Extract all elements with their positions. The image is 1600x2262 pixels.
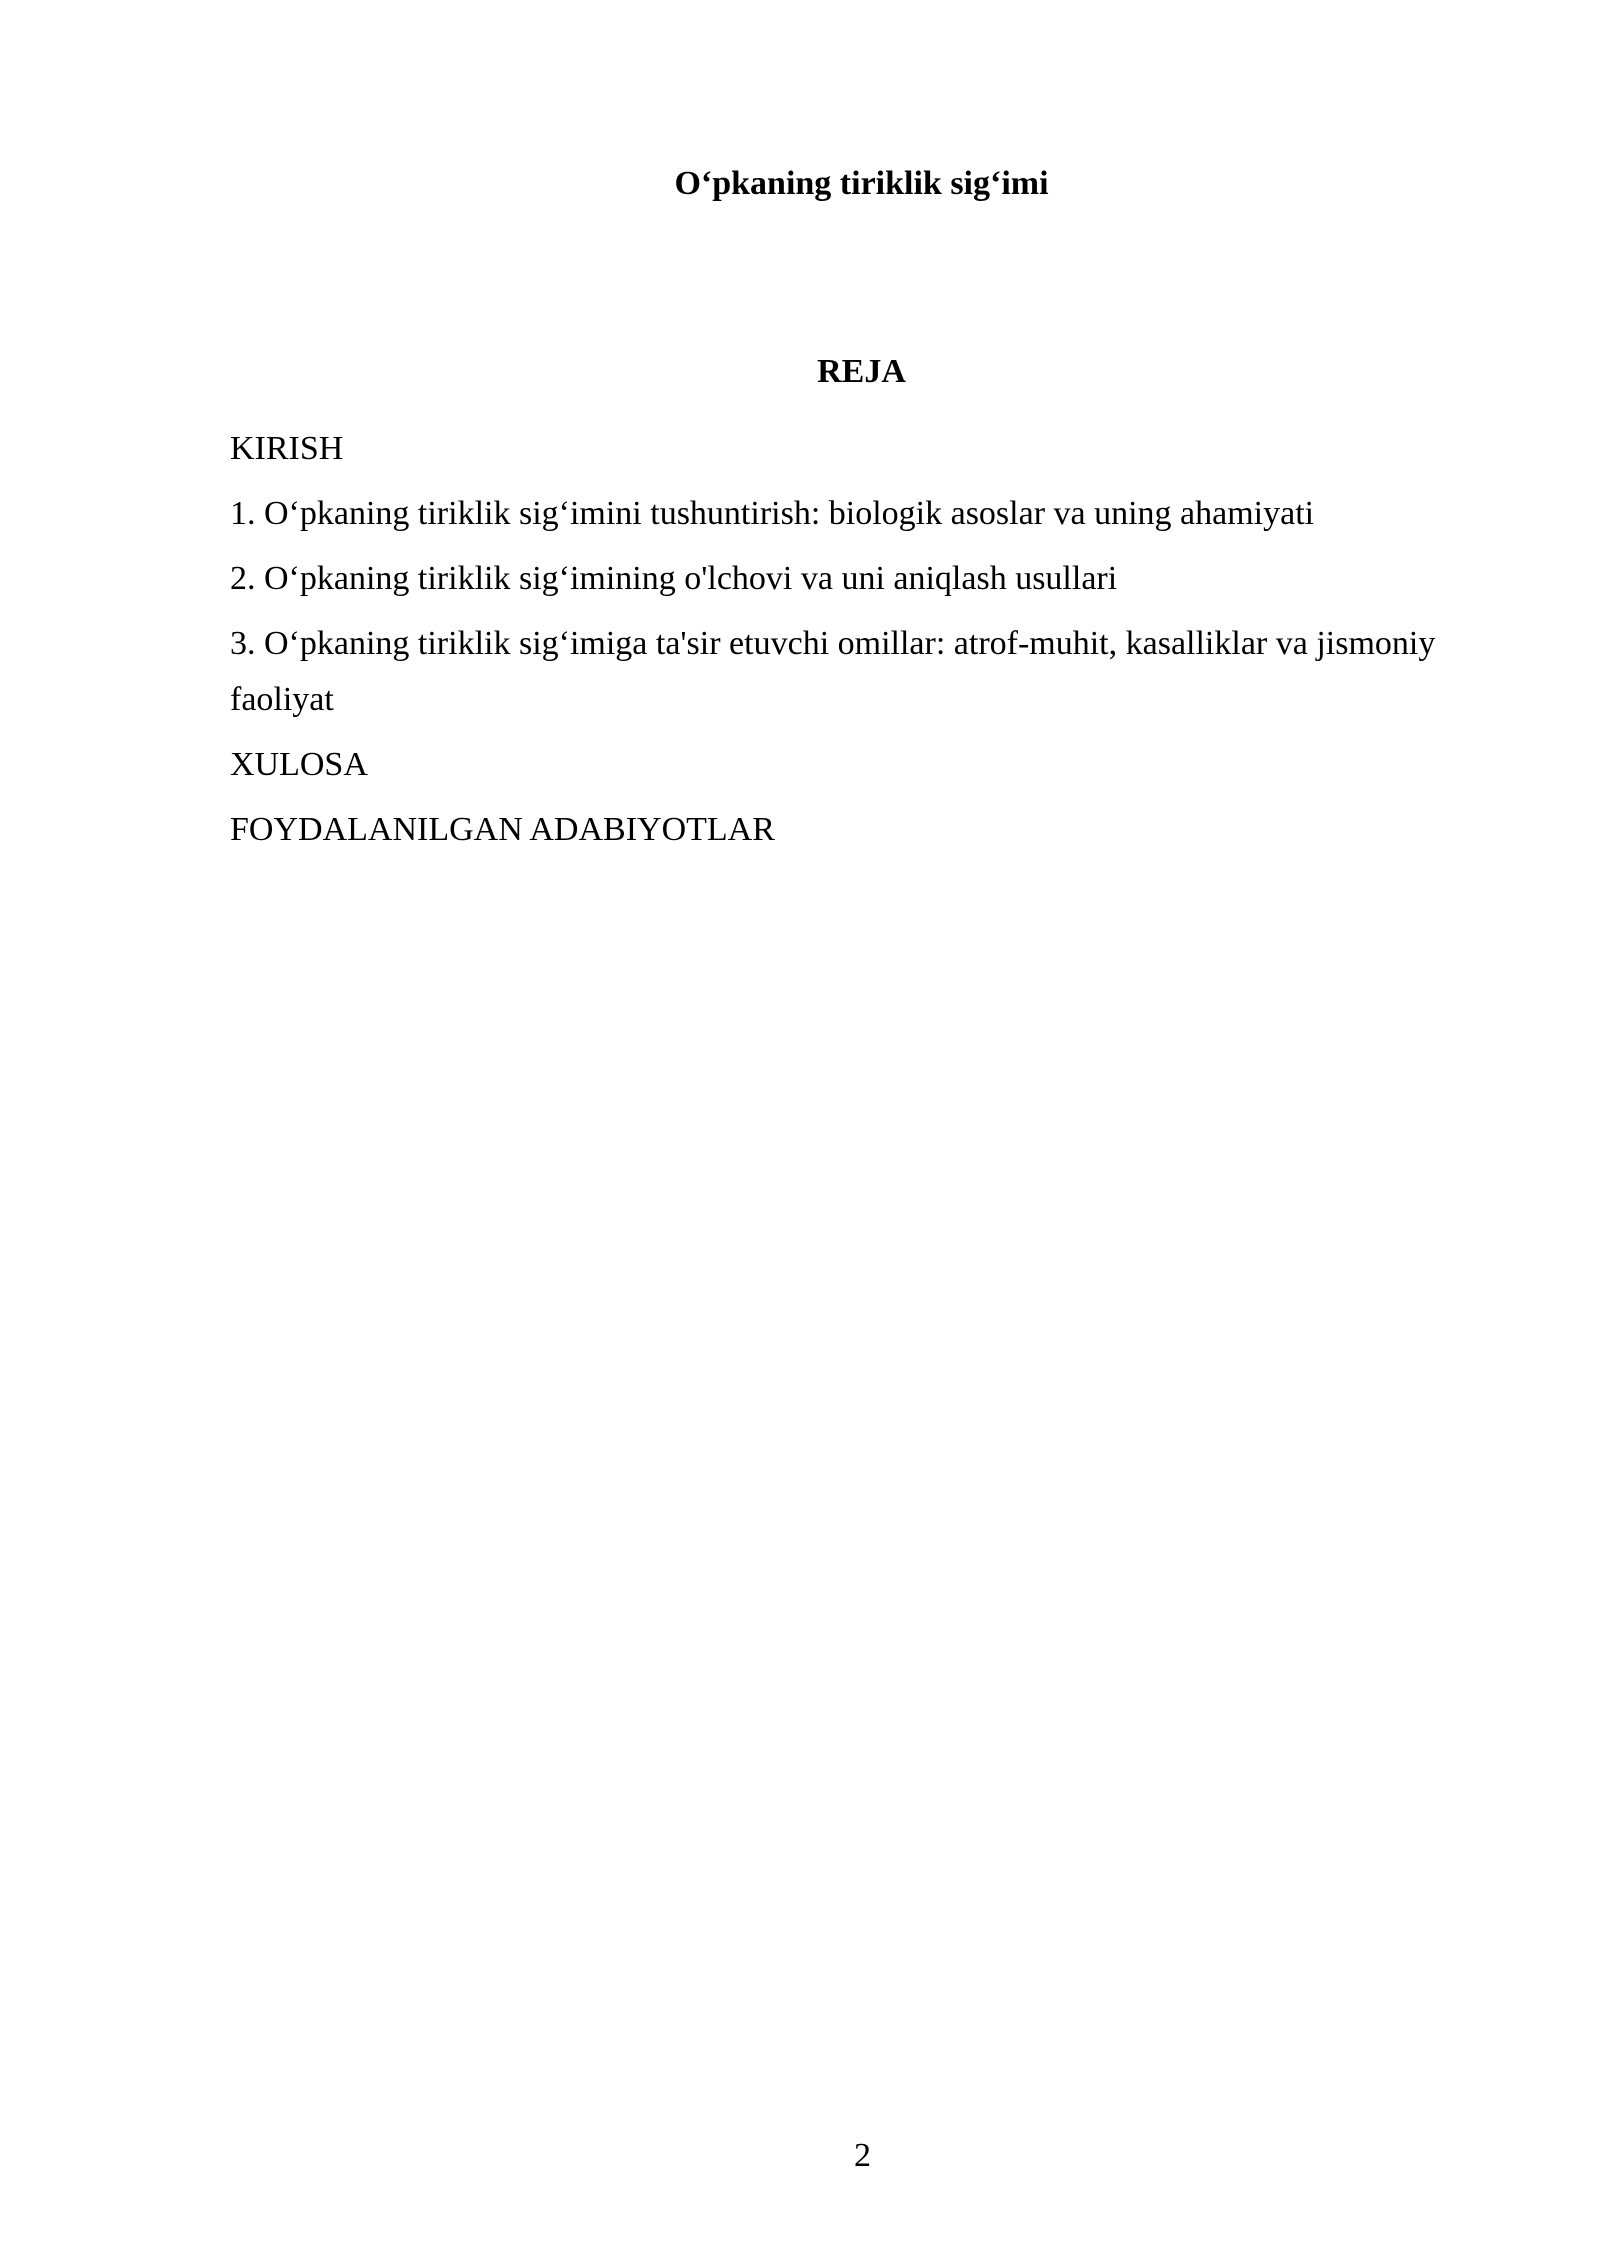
plan-list <box>230 421 1462 867</box>
plan-item-introduction: KIRISH <box>230 430 344 467</box>
page-number: 2 <box>854 2137 871 2174</box>
plan-item-1: 1. O‘pkaning tiriklik sig‘imini tushuntirish: biologik asoslar va uning ahamiyati <box>230 495 1315 532</box>
title-container <box>230 160 1493 208</box>
plan-item-references: FOYDALANILGAN ADABIYOTLAR <box>230 811 775 848</box>
plan-heading: REJA <box>817 353 906 390</box>
document-title: O‘pkaning tiriklik sig‘imi <box>674 165 1049 202</box>
plan-item-conclusion: XULOSA <box>230 746 368 783</box>
plan-item-2: 2. O‘pkaning tiriklik sig‘imining o'lchovi va uni aniqlash usullari <box>230 560 1118 597</box>
plan-item-3: 3. O‘pkaning tiriklik sig‘imiga ta'sir etuvchi omillar: atrof-muhit, kasalliklar va jismoniy faoliyat <box>230 625 1436 718</box>
